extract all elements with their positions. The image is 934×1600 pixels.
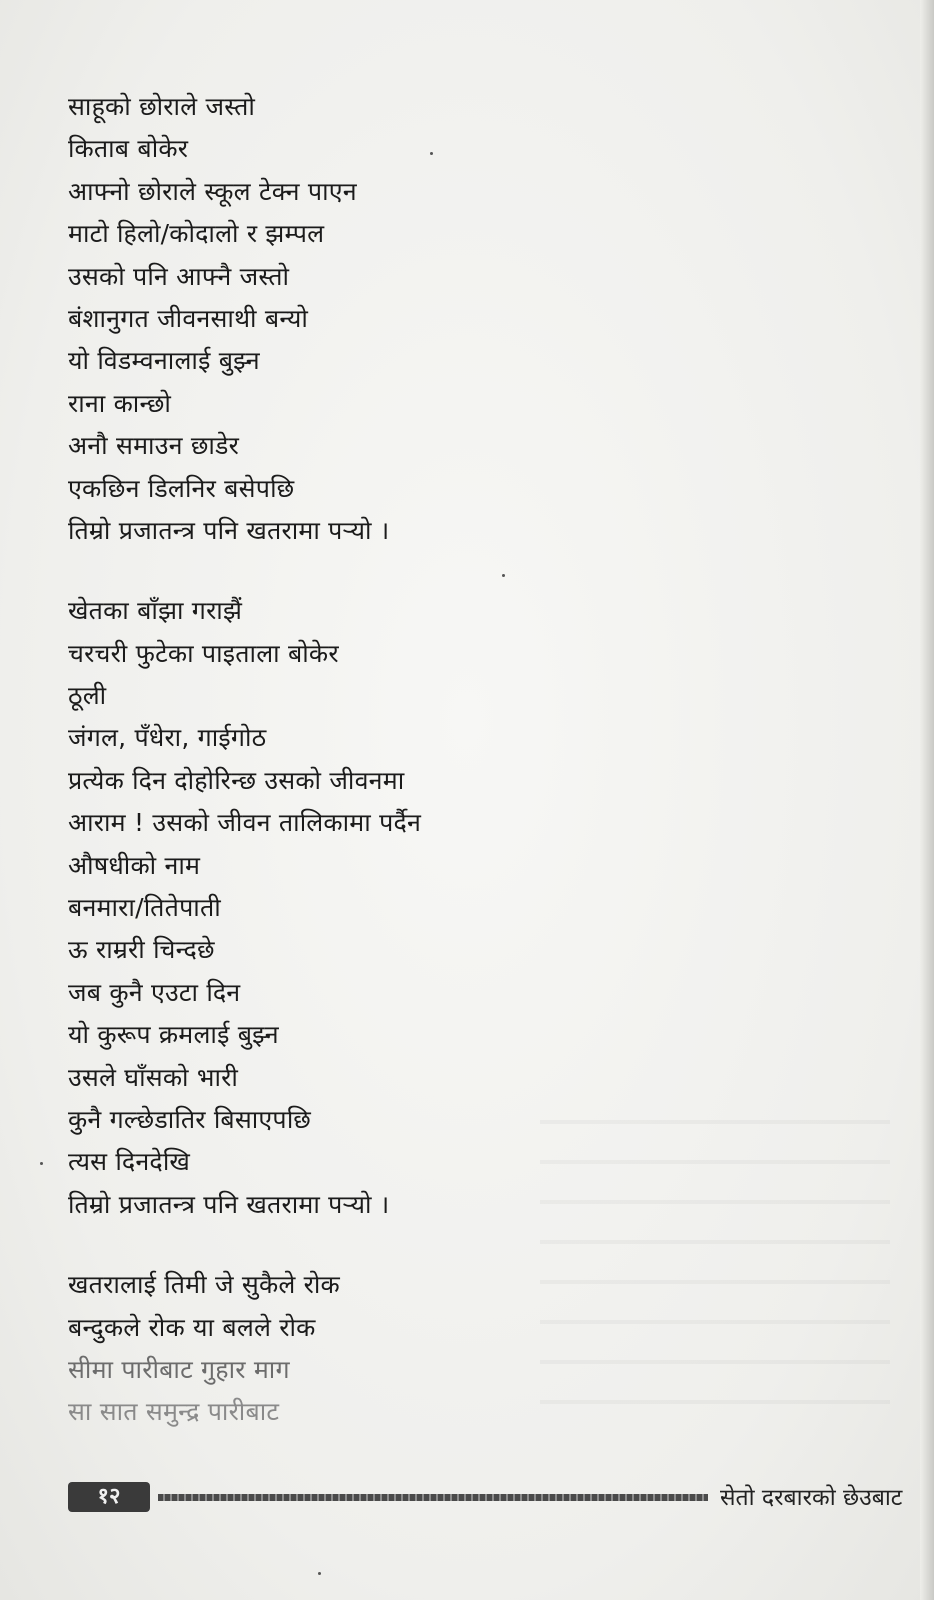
poem-line: प्रत्येक दिन दोहोरिन्छ उसको जीवनमा [68,765,405,795]
poem [68,86,588,1434]
poem-line: आफ्नो छोराले स्कूल टेक्न पाएन [68,176,357,206]
poem-line: त्यस दिनदेखि [68,1147,191,1177]
poem-line: सा सात समुन्द्र पारीबाट [68,1397,280,1427]
poem-line: बन्दुकले रोक या बलले रोक [68,1312,316,1342]
poem-line: उसको पनि आफ्नै जस्तो [68,261,290,291]
poem-line: एकछिन डिलनिर बसेपछि [68,473,295,503]
bleed-through-text [540,1090,890,1420]
poem-line: उसले घाँसको भारी [68,1062,239,1092]
ink-speck [502,574,505,577]
poem-line: राना कान्छो [68,388,172,418]
ink-speck [40,1162,43,1165]
poem-line: औषधीको नाम [68,850,201,880]
stanza-2 [68,590,588,1226]
poem-line: यो कुरूप क्रमलाई बुझ्न [68,1020,279,1050]
page-footer [68,1478,908,1518]
stanza-1 [68,86,588,552]
page-edge-shadow [920,0,934,1600]
poem-line: तिम्रो प्रजातन्त्र पनि खतरामा पर्‍यो । [68,1189,390,1219]
poem-line: ठूली [68,681,107,711]
poem-line: साहूको छोराले जस्तो [68,92,256,121]
poem-line: जब कुनै एउटा दिन [68,977,241,1007]
poem-line: माटो हिलो/कोदालो र झम्पल [68,219,325,249]
poem-line: खतरालाई तिमी जे सुकैले रोक [68,1270,340,1300]
poem-line: सीमा पारीबाट गुहार माग [68,1354,290,1384]
poem-line: ऊ राम्ररी चिन्दछे [68,935,215,965]
ink-speck [318,1572,321,1575]
poem-line: जंगल, पँधेरा, गाईगोठ [68,723,267,753]
ink-speck [430,152,433,155]
running-title: सेतो दरबारको छेउबाट [720,1485,903,1511]
page-number: १२ [68,1482,150,1512]
poem-line: अनौ समाउन छाडेर [68,431,240,461]
poem-line: खेतका बाँझा गराझैं [68,596,243,626]
poem-line: बनमारा/तितेपाती [68,893,221,923]
poem-line: किताब बोकेर [68,134,189,164]
poem-line: तिम्रो प्रजातन्त्र पनि खतरामा पर्‍यो । [68,515,390,545]
footer-rule [158,1494,708,1501]
poem-line: कुनै गल्छेडातिर बिसाएपछि [68,1104,312,1134]
poem-line: चरचरी फुटेका पाइताला बोकेर [68,638,339,668]
stanza-3 [68,1264,588,1434]
poem-line: बंशानुगत जीवनसाथी बन्यो [68,303,309,333]
poem-line: यो विडम्वनालाई बुझ्न [68,346,260,376]
poem-line: आराम ! उसको जीवन तालिकामा पर्दैन [68,808,422,838]
